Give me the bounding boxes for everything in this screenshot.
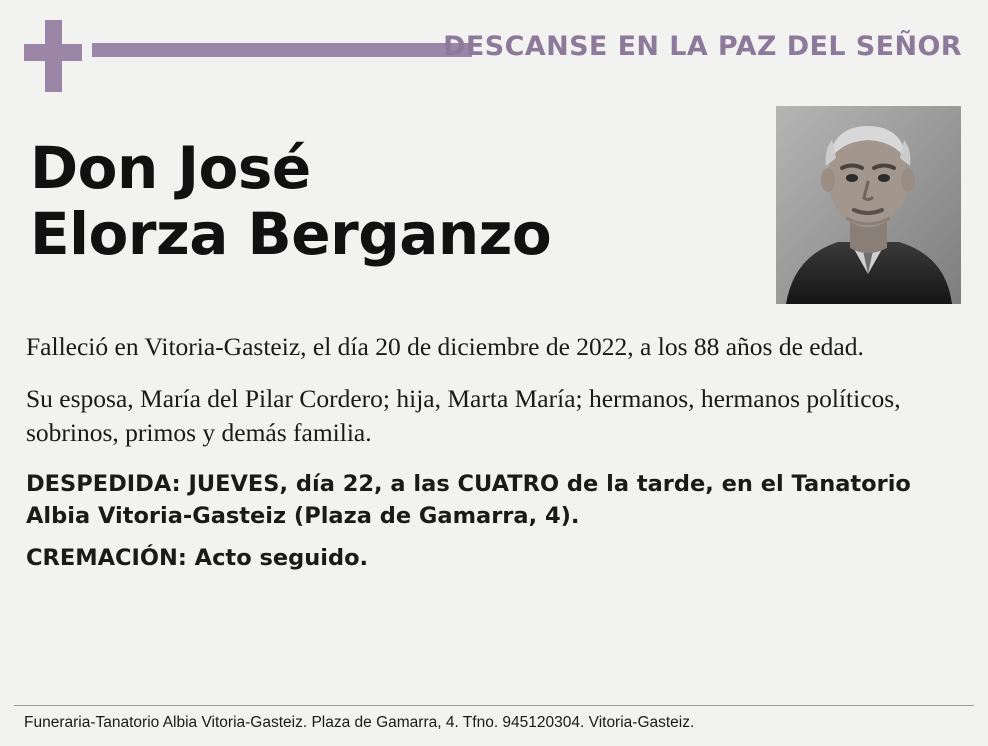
header-rule bbox=[92, 43, 472, 57]
header-band bbox=[0, 0, 988, 100]
cross-icon bbox=[24, 20, 82, 92]
portrait-photo bbox=[776, 106, 961, 304]
portrait-image bbox=[776, 106, 961, 304]
footer-text: Funeraria-Tanatorio Albia Vitoria-Gasteiz. Plaza de Gamarra, 4. Tfno. 945120304. Vitoria-Gasteiz. bbox=[24, 714, 695, 731]
header-title: DESCANSE EN LA PAZ DEL SEÑOR bbox=[443, 31, 962, 62]
name-line-2: Elorza Berganzo bbox=[30, 200, 552, 268]
farewell-paragraph: DESPEDIDA: JUEVES, día 22, a las CUATRO de la tarde, en el Tanatorio Albia Vitoria-Gasteiz (Plaza de Gamarra, 4). bbox=[26, 471, 911, 529]
cross-horizontal-bar bbox=[24, 44, 82, 61]
footer-divider bbox=[14, 705, 974, 706]
notice-body bbox=[26, 330, 936, 574]
cremation-paragraph: CREMACIÓN: Acto seguido. bbox=[26, 545, 369, 571]
death-info-paragraph: Falleció en Vitoria-Gasteiz, el día 20 de diciembre de 2022, a los 88 años de edad. bbox=[26, 332, 864, 361]
family-paragraph: Su esposa, María del Pilar Cordero; hija, Marta María; hermanos, hermanos políticos, sobrinos, primos y demás familia. bbox=[26, 384, 901, 447]
deceased-name bbox=[30, 135, 750, 267]
name-line-1: Don José bbox=[30, 134, 311, 202]
